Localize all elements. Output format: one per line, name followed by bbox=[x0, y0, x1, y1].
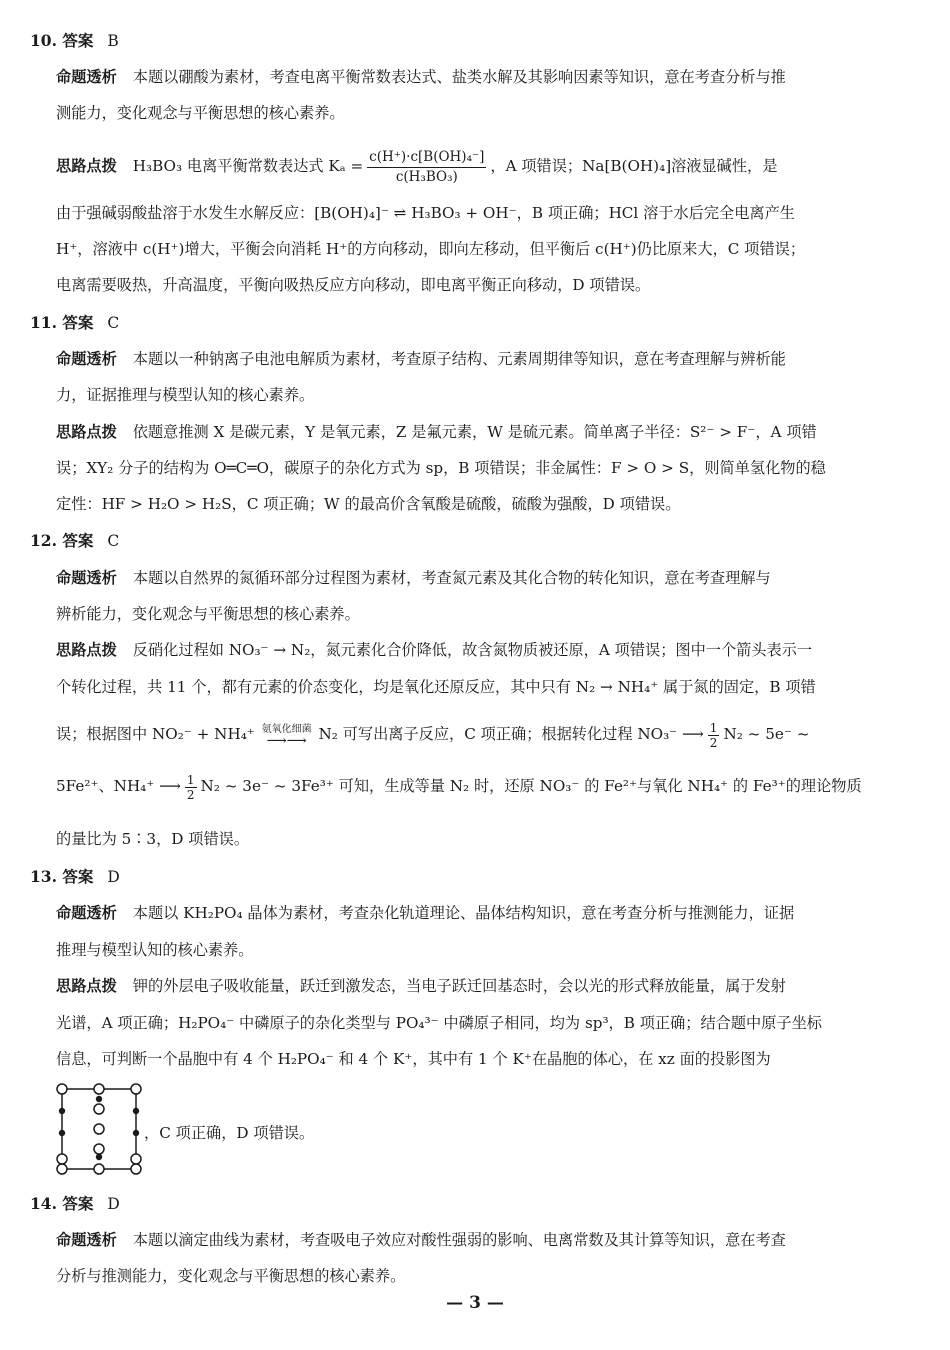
q14-answer-value: D bbox=[107, 1195, 120, 1213]
q10-ka-numerator: c(H⁺)·c[B(OH)₄⁻] bbox=[367, 148, 486, 168]
q13-answer-line bbox=[30, 866, 120, 888]
q12-half-den-1: 2 bbox=[709, 735, 718, 750]
q11-analysis-label: 命题透析 bbox=[56, 350, 117, 368]
q10-analysis-line-1 bbox=[56, 66, 786, 88]
q10-hint-post: ，A 项错误；Na[B(OH)₄]溶液显碱性，是 bbox=[490, 157, 778, 175]
xz-projection-figure bbox=[55, 1083, 143, 1175]
q12-line4-post: N₂ ~ 3e⁻ ~ 3Fe³⁺ 可知，生成等量 N₂ 时，还原 NO₃⁻ 的 Fe²⁺与氧化 NH₄⁺ 的 Fe³⁺的理论物质 bbox=[200, 777, 862, 795]
filled-dot-atom bbox=[96, 1154, 102, 1160]
q13-hint-line-1 bbox=[56, 975, 786, 997]
q13-number: 13. bbox=[30, 867, 57, 886]
q12-answer-line bbox=[30, 530, 119, 552]
q12-answer-value: C bbox=[107, 532, 120, 550]
q12-half-den-2: 2 bbox=[186, 787, 195, 802]
q10-analysis-text-1: 本题以硼酸为素材，考查电离平衡常数表达式、盐类水解及其影响因素等知识，意在考查分析与推 bbox=[132, 68, 786, 86]
q12-analysis-line-2: 辨析能力，变化观念与平衡思想的核心素养。 bbox=[56, 605, 360, 623]
open-circle-atom bbox=[94, 1104, 104, 1114]
q11-hint-line-1 bbox=[56, 421, 817, 443]
q10-answer-line bbox=[30, 30, 119, 52]
filled-dot-atom bbox=[133, 1130, 139, 1136]
q11-answer-value: C bbox=[107, 314, 120, 332]
q13-answer-label: 答案 bbox=[62, 867, 94, 886]
q12-line3-pre: 误；根据图中 NO₂⁻ + NH₄⁺ bbox=[56, 725, 255, 743]
q10-answer-value: B bbox=[107, 32, 119, 50]
q12-line3-mid: N₂ 可写出离子反应，C 项正确；根据转化过程 NO₃⁻ ⟶ bbox=[318, 725, 704, 743]
q13-analysis-label: 命题透析 bbox=[56, 904, 117, 922]
q14-analysis-line-1 bbox=[56, 1229, 786, 1251]
q10-answer-label: 答案 bbox=[62, 31, 94, 50]
open-circle-atom bbox=[57, 1084, 67, 1094]
q13-analysis-line-1 bbox=[56, 902, 794, 924]
q12-hint-line-2: 个转化过程，共 11 个，都有元素的价态变化，均是氧化还原反应，其中只有 N₂ → NH₄⁺ 属于氮的固定，B 项错 bbox=[56, 678, 816, 696]
q12-analysis-text-1: 本题以自然界的氮循环部分过程图为素材，考查氮元素及其化合物的转化知识，意在考查理解与 bbox=[132, 569, 771, 587]
q10-hint-line-1 bbox=[56, 146, 777, 187]
q13-after-figure-text: ，C 项正确，D 项错误。 bbox=[144, 1124, 315, 1142]
q14-number: 14. bbox=[30, 1194, 57, 1213]
q10-hint-label: 思路点拨 bbox=[56, 157, 117, 175]
open-circle-atom bbox=[94, 1084, 104, 1094]
open-circle-atom bbox=[94, 1144, 104, 1154]
q13-hint-line-2: 光谱，A 项正确；H₂PO₄⁻ 中磷原子的杂化类型与 PO₄³⁻ 中磷原子相同，均为 sp³，B 项正确；结合题中原子坐标 bbox=[56, 1014, 822, 1032]
q13-hint-text-1: 钾的外层电子吸收能量，跃迁到激发态，当电子跃迁回基态时，会以光的形式释放能量，属于发射 bbox=[132, 977, 786, 995]
q13-analysis-line-2: 推理与模型认知的核心素养。 bbox=[56, 941, 254, 959]
q10-analysis-line-2: 测能力，变化观念与平衡思想的核心素养。 bbox=[56, 104, 345, 122]
q11-answer-label: 答案 bbox=[62, 313, 94, 332]
q11-hint-line-2: 误；XY₂ 分子的结构为 O═C═O，碳原子的杂化方式为 sp，B 项错误；非金属性：F > O > S，则简单氢化物的稳 bbox=[56, 459, 826, 477]
q13-analysis-text-1: 本题以 KH₂PO₄ 晶体为素材，考查杂化轨道理论、晶体结构知识，意在考查分析与推测能力，证据 bbox=[132, 904, 795, 922]
q10-hint-line-4: 电离需要吸热，升高温度，平衡向吸热反应方向移动，即电离平衡正向移动，D 项错误。 bbox=[56, 276, 651, 294]
q12-line3-post: N₂ ~ 5e⁻ ~ bbox=[723, 725, 810, 743]
q12-hint-line-5: 的量比为 5∶3，D 项错误。 bbox=[56, 830, 250, 848]
q11-hint-line-3: 定性：HF > H₂O > H₂S，C 项正确；W 的最高价含氧酸是硫酸，硫酸为强酸，D 项错误。 bbox=[56, 495, 681, 513]
q11-analysis-line-2: 力，证据推理与模型认知的核心素养。 bbox=[56, 386, 315, 404]
q11-hint-text-1: 依题意推测 X 是碳元素，Y 是氧元素，Z 是氟元素，W 是硫元素。简单离子半径：S²⁻ > F⁻，A 项错 bbox=[132, 423, 817, 441]
q14-analysis-line-2: 分析与推测能力，变化观念与平衡思想的核心素养。 bbox=[56, 1267, 406, 1285]
q14-answer-label: 答案 bbox=[62, 1194, 94, 1213]
filled-dot-atom bbox=[133, 1108, 139, 1114]
open-circle-atom bbox=[131, 1164, 141, 1174]
q10-ka-fraction bbox=[367, 148, 486, 187]
q10-hint-line-3: H⁺，溶液中 c(H⁺)增大，平衡会向消耗 H⁺的方向移动，即向左移动，但平衡后 c(H⁺)仍比原来大，C 项错误； bbox=[56, 240, 806, 258]
q14-answer-line bbox=[30, 1193, 120, 1215]
q14-analysis-text-1: 本题以滴定曲线为素材，考查吸电子效应对酸性强弱的影响、电离常数及其计算等知识，意在考查 bbox=[132, 1231, 786, 1249]
q13-answer-value: D bbox=[107, 868, 120, 886]
filled-dot-atom bbox=[59, 1108, 65, 1114]
q12-half-num-1: 1 bbox=[709, 720, 718, 735]
q11-hint-label: 思路点拨 bbox=[56, 423, 117, 441]
q10-hint-line-2: 由于强碱弱酸盐溶于水发生水解反应：[B(OH)₄]⁻ ⇌ H₃BO₃ + OH⁻，B 项正确；HCl 溶于水后完全电离产生 bbox=[56, 204, 795, 222]
open-circle-atom bbox=[57, 1164, 67, 1174]
open-circle-atom bbox=[131, 1154, 141, 1164]
open-circle-atom bbox=[57, 1154, 67, 1164]
q12-half-fraction-1 bbox=[708, 721, 720, 750]
q10-analysis-label: 命题透析 bbox=[56, 68, 117, 86]
filled-dot-atom bbox=[96, 1096, 102, 1102]
q12-arrow-label: 氨氧化细菌 bbox=[261, 724, 312, 735]
q12-line4-pre: 5Fe²⁺、NH₄⁺ ⟶ bbox=[56, 777, 181, 795]
long-arrow-icon: ⟶⟶ bbox=[266, 733, 307, 749]
q11-number: 11. bbox=[30, 313, 57, 332]
q13-hint-line-3: 信息，可判断一个晶胞中有 4 个 H₂PO₄⁻ 和 4 个 K⁺，其中有 1 个 K⁺在晶胞的体心，在 xz 面的投影图为 bbox=[56, 1050, 771, 1068]
q12-bacteria-arrow bbox=[261, 724, 312, 749]
q11-analysis-text-1: 本题以一种钠离子电池电解质为素材，考查原子结构、元素周期律等知识，意在考查理解与辨析能 bbox=[132, 350, 786, 368]
q12-hint-line-3 bbox=[56, 716, 809, 752]
q12-half-fraction-2 bbox=[185, 773, 197, 802]
page-number: — 3 — bbox=[446, 1293, 504, 1313]
q12-hint-text-1: 反硝化过程如 NO₃⁻ → N₂，氮元素化合价降低，故含氮物质被还原，A 项错误；图中一个箭头表示一 bbox=[132, 641, 813, 659]
q12-analysis-label: 命题透析 bbox=[56, 569, 117, 587]
q10-number: 10. bbox=[30, 31, 57, 50]
open-circle-atom bbox=[94, 1164, 104, 1174]
q10-hint-pre: H₃BO₃ 电离平衡常数表达式 Kₐ = bbox=[132, 157, 364, 175]
q12-hint-line-1 bbox=[56, 639, 812, 661]
q12-hint-line-4 bbox=[56, 768, 862, 804]
q12-analysis-line-1 bbox=[56, 567, 771, 589]
q11-analysis-line-1 bbox=[56, 348, 786, 370]
q12-number: 12. bbox=[30, 531, 57, 550]
q14-analysis-label: 命题透析 bbox=[56, 1231, 117, 1249]
q10-ka-denominator: c(H₃BO₃) bbox=[395, 168, 458, 185]
q13-hint-label: 思路点拨 bbox=[56, 977, 117, 995]
open-circle-atom bbox=[131, 1084, 141, 1094]
open-circle-atom bbox=[94, 1124, 104, 1134]
q12-half-num-2: 1 bbox=[186, 772, 195, 787]
q12-answer-label: 答案 bbox=[62, 531, 94, 550]
q11-answer-line bbox=[30, 312, 119, 334]
filled-dot-atom bbox=[59, 1130, 65, 1136]
q12-hint-label: 思路点拨 bbox=[56, 641, 117, 659]
